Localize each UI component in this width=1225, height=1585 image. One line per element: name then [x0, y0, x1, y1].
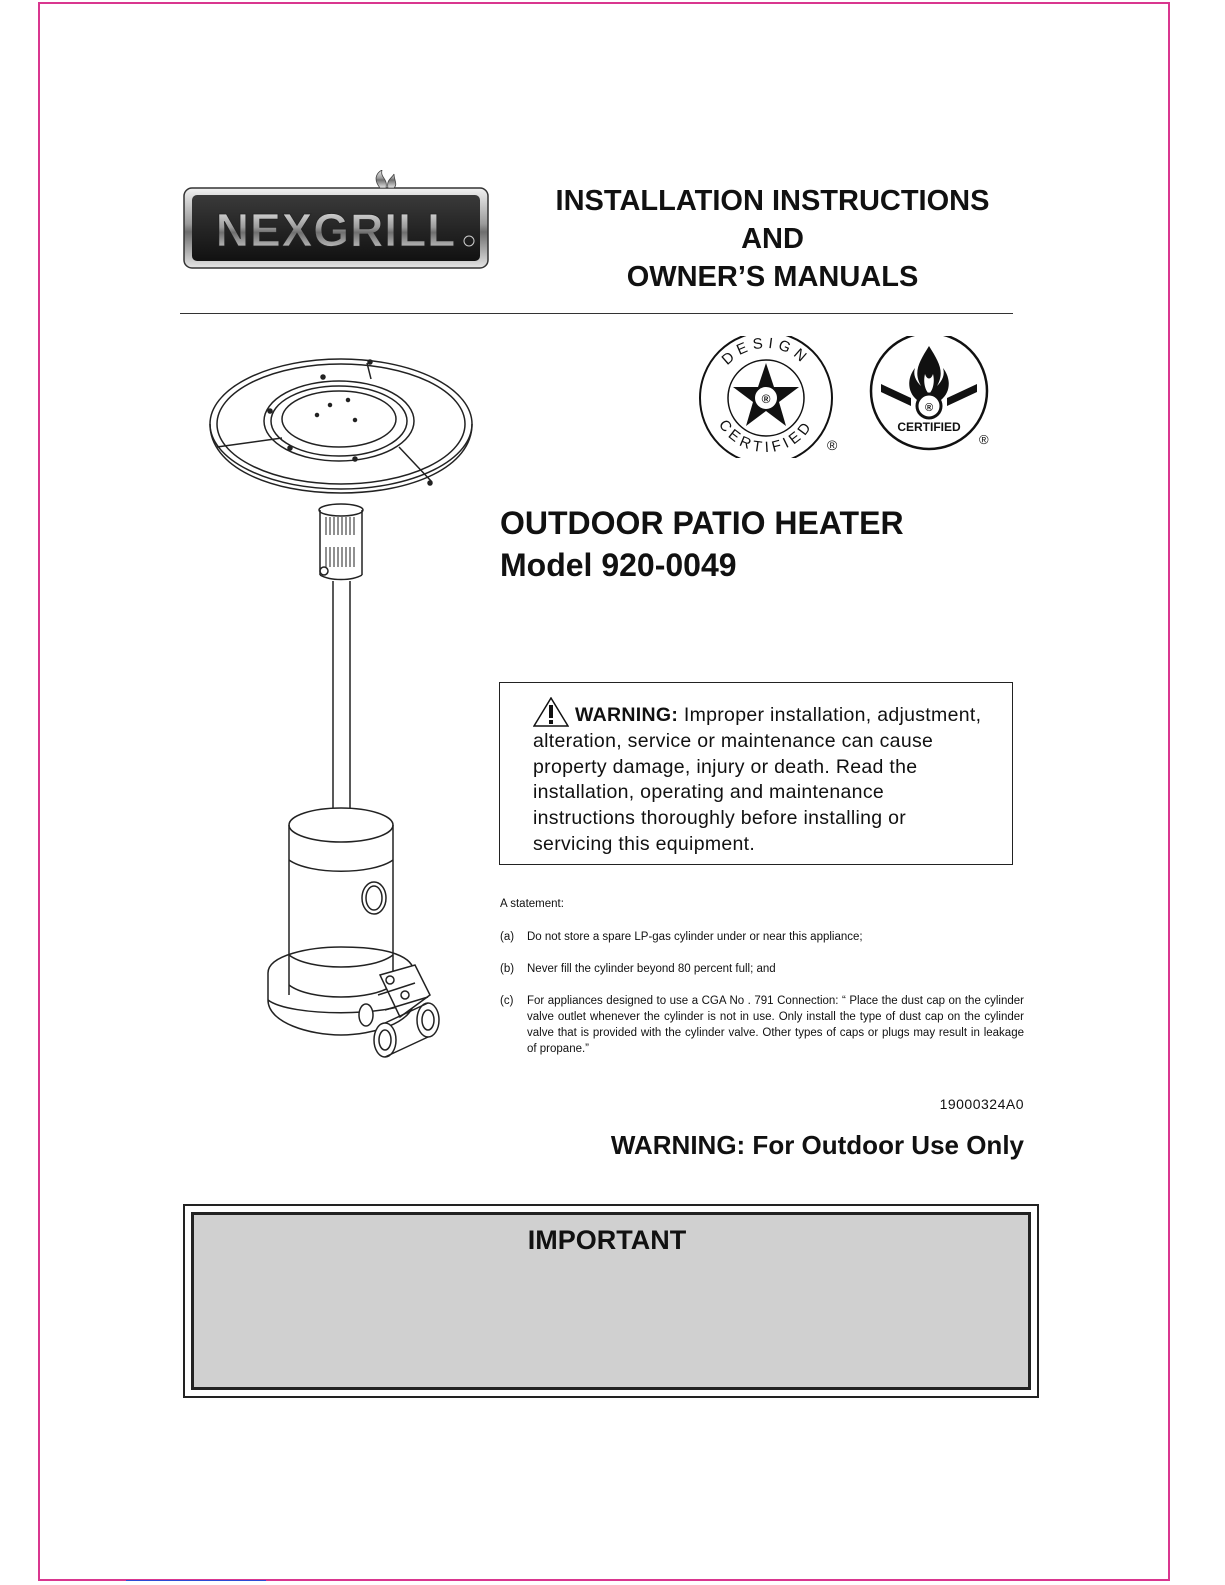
seal-registered-mark: ® [827, 437, 838, 453]
title-line-1: INSTALLATION INSTRUCTIONS [555, 185, 990, 217]
link-underline[interactable] [126, 1580, 266, 1581]
title-line-3: OWNER’S MANUALS [626, 261, 919, 293]
warning-label: WARNING: [575, 704, 679, 726]
warning-triangle-icon [533, 697, 569, 727]
item-marker: (b) [500, 963, 515, 975]
item-marker: (c) [500, 995, 514, 1007]
title-line-2: AND [741, 223, 804, 255]
seal-bottom-text: CERTIFIED [715, 416, 817, 457]
svg-text:®: ® [924, 402, 934, 414]
statement-heading: A statement: [500, 898, 564, 910]
item-text: Never fill the cylinder beyond 80 percent full; and [527, 963, 776, 975]
item-text: For appliances designed to use a CGA No . 791 Connection: “ Place the dust cap on the cylinder valve outlet whenever the cylinder is not in use. Only install the type of dust cap on the cylinder valve that is provided with the cylinder valve. Other types of caps or plugs may result in leakage of propane.” [527, 995, 1024, 1055]
warning-text-body: adjustment, alteration, service or maintenance can cause property damage, injury or death. Read the installation, operating and maintenance instructions thoroughly before installing or servicing this equipment. [533, 704, 982, 855]
seal-registered-mark: ® [979, 432, 989, 447]
outdoor-use-warning: WARNING: For Outdoor Use Only [610, 1130, 1024, 1160]
warning-text [533, 697, 983, 858]
svg-text:®: ® [761, 392, 771, 406]
product-name: OUTDOOR PATIO HEATER [500, 505, 904, 541]
product-heading [500, 502, 904, 586]
warning-box [499, 682, 1013, 865]
item-marker: (a) [500, 931, 515, 943]
model-number: Model 920-0049 [500, 547, 737, 583]
certified-label: CERTIFIED [897, 420, 961, 434]
important-title: IMPORTANT [527, 1225, 687, 1255]
patio-heater-illustration [200, 355, 480, 1070]
important-box [183, 1204, 1039, 1398]
logo-wordmark: NEXGRILL [215, 204, 457, 256]
csa-certified-seal [867, 336, 997, 458]
document-code: 19000324A0 [939, 1096, 1024, 1112]
nexgrill-logo [182, 170, 490, 270]
design-certified-seal [694, 336, 842, 458]
flame-icon [376, 170, 396, 188]
title-divider [180, 313, 1013, 314]
important-panel [191, 1212, 1031, 1390]
document-title [500, 182, 1045, 296]
seal-top-text: DESIGN [718, 336, 814, 369]
item-text: Do not store a spare LP-gas cylinder under or near this appliance; [527, 931, 863, 943]
warning-text-line-1: Improper installation, [678, 704, 872, 726]
